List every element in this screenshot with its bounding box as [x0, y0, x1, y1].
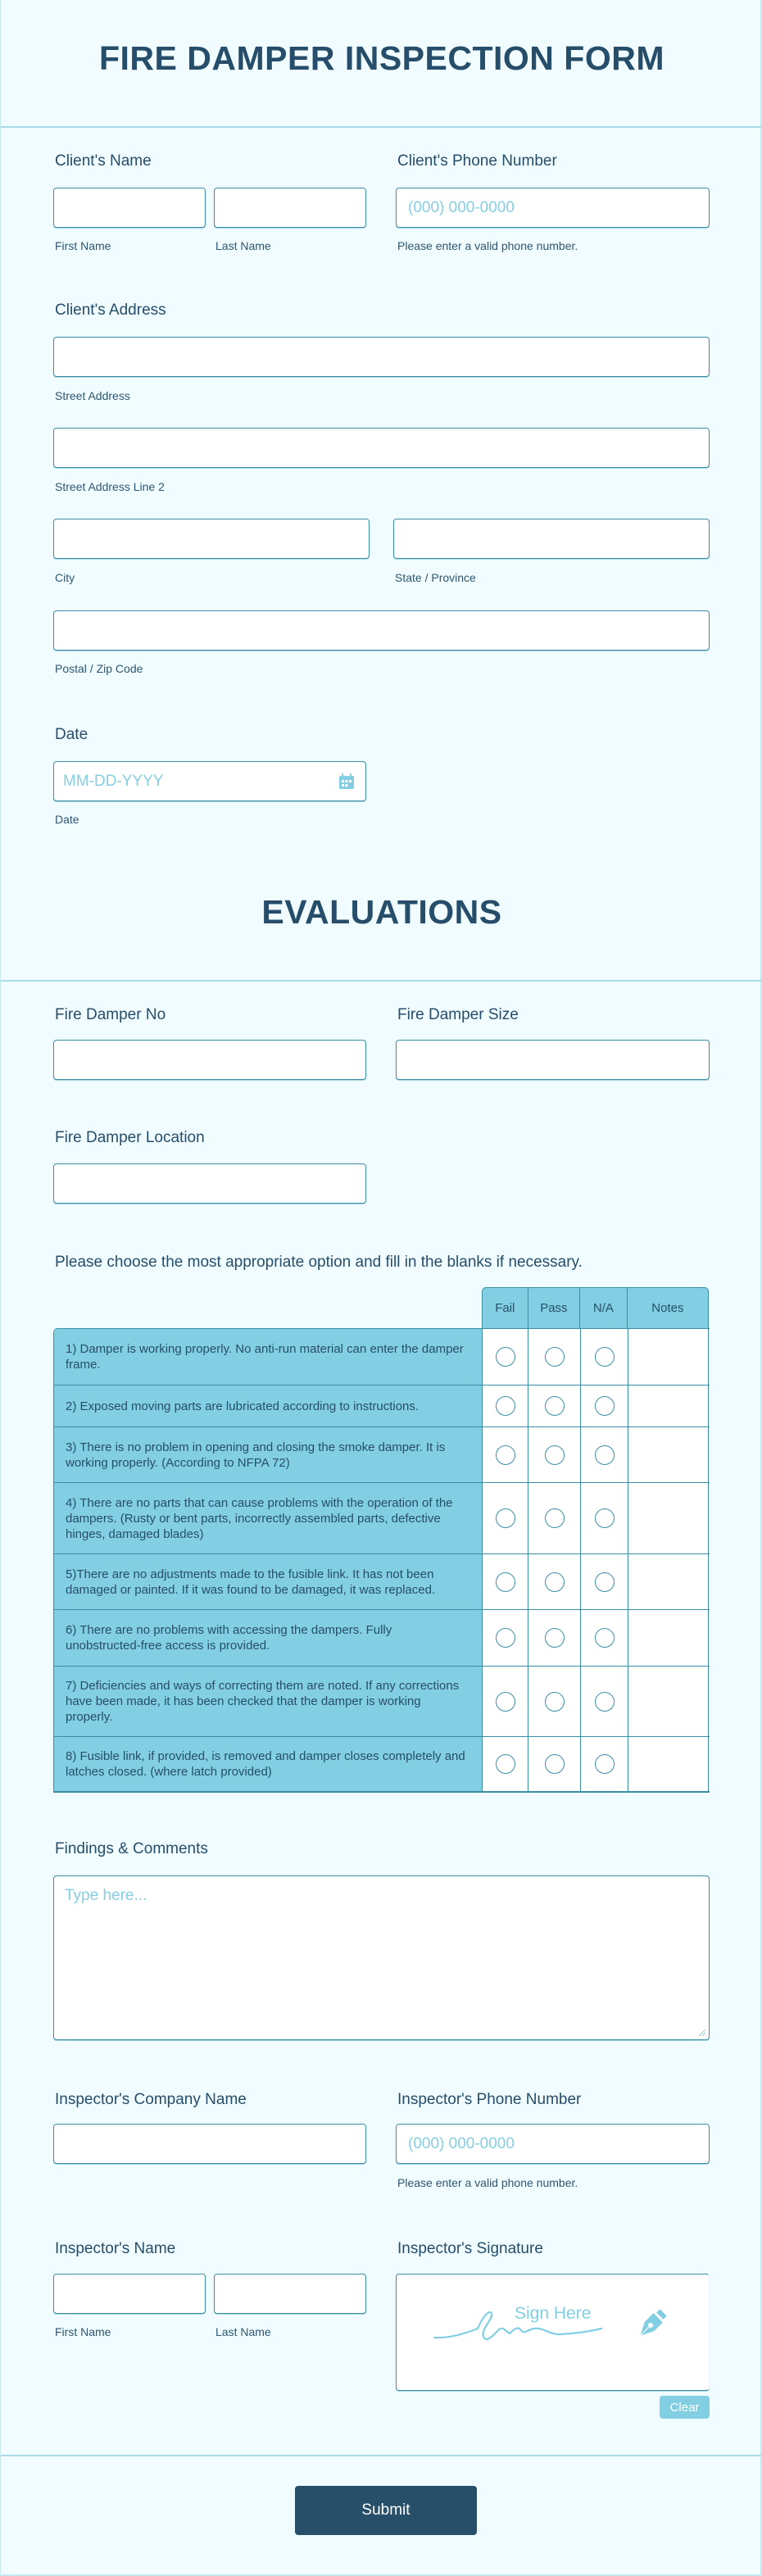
street-address-sublabel: Street Address: [55, 389, 130, 402]
signature-placeholder: Sign Here: [515, 2304, 592, 2323]
evaluations-divider: [1, 980, 761, 982]
radio-pass-8[interactable]: [545, 1754, 565, 1774]
client-first-name-input[interactable]: [53, 188, 206, 228]
radio-fail-3[interactable]: [496, 1445, 515, 1465]
col-pass: Pass: [528, 1288, 581, 1328]
col-fail: Fail: [483, 1288, 528, 1328]
matrix-row-3: [53, 1426, 710, 1482]
client-phone-input[interactable]: [396, 188, 710, 228]
matrix-row-5: [53, 1553, 710, 1609]
submit-button[interactable]: Submit: [295, 2486, 477, 2535]
radio-pass-6[interactable]: [545, 1628, 565, 1648]
date-input[interactable]: [53, 761, 366, 801]
inspector-first-name-sublabel: First Name: [55, 2325, 111, 2338]
notes-cell-1[interactable]: [628, 1329, 709, 1385]
col-na: N/A: [580, 1288, 628, 1328]
client-address-label: Client's Address: [55, 302, 166, 319]
notes-cell-5[interactable]: [628, 1554, 709, 1609]
notes-cell-3[interactable]: [628, 1427, 709, 1482]
radio-na-4[interactable]: [595, 1508, 615, 1528]
inspector-company-label: Inspector's Company Name: [55, 2091, 247, 2108]
radio-fail-2[interactable]: [496, 1396, 515, 1416]
row-question: 5)There are no adjustments made to the fusible link. It has not been damaged or painted. If it was found to be damaged, it was replaced.: [53, 1554, 482, 1609]
signature-scribble-icon: [433, 2307, 629, 2348]
client-phone-placeholder: (000) 000-0000: [408, 199, 515, 216]
col-notes: Notes: [651, 1301, 684, 1315]
street-address-input[interactable]: [53, 337, 710, 377]
radio-pass-5[interactable]: [545, 1572, 565, 1592]
findings-label: Findings & Comments: [55, 1840, 208, 1857]
inspector-last-name-input[interactable]: [214, 2274, 366, 2314]
damper-no-input[interactable]: [53, 1040, 366, 1080]
notes-cell-4[interactable]: [628, 1483, 709, 1553]
street-address-2-input[interactable]: [53, 428, 710, 468]
form-title: FIRE DAMPER INSPECTION FORM: [98, 39, 665, 77]
radio-fail-1[interactable]: [496, 1347, 515, 1367]
row-question: 8) Fusible link, if provided, is removed and damper closes completely and latches closed. (where latch provided): [53, 1737, 482, 1791]
inspector-name-label: Inspector's Name: [55, 2240, 176, 2257]
inspector-company-input[interactable]: [53, 2124, 366, 2164]
matrix-row-4: [53, 1482, 710, 1553]
matrix-instructions: Please choose the most appropriate option and fill in the blanks if necessary.: [55, 1254, 583, 1271]
damper-location-label: Fire Damper Location: [55, 1129, 205, 1146]
street-address-2-sublabel: Street Address Line 2: [55, 480, 165, 493]
row-question: 2) Exposed moving parts are lubricated according to instructions.: [53, 1386, 482, 1426]
notes-cell-8[interactable]: [628, 1737, 709, 1791]
last-name-sublabel: Last Name: [215, 239, 271, 252]
notes-cell-7[interactable]: [628, 1667, 709, 1736]
matrix-row-7: [53, 1666, 710, 1736]
radio-pass-4[interactable]: [545, 1508, 565, 1528]
inspector-first-name-input[interactable]: [53, 2274, 206, 2314]
radio-pass-2[interactable]: [545, 1396, 565, 1416]
radio-fail-5[interactable]: [496, 1572, 515, 1592]
inspector-phone-label: Inspector's Phone Number: [397, 2091, 582, 2108]
resize-handle-icon[interactable]: [699, 2030, 705, 2036]
inspector-phone-placeholder: (000) 000-0000: [408, 2135, 515, 2152]
radio-na-6[interactable]: [595, 1628, 615, 1648]
row-question: 1) Damper is working properly. No anti-run material can enter the damper frame.: [53, 1329, 482, 1385]
zip-input[interactable]: [53, 610, 710, 651]
inspector-last-name-sublabel: Last Name: [215, 2325, 271, 2338]
row-question: 6) There are no problems with accessing the dampers. Fully unobstructed-free access is provided.: [53, 1610, 482, 1666]
date-label: Date: [55, 726, 88, 743]
client-last-name-input[interactable]: [214, 188, 366, 228]
pen-nib-icon: [633, 2307, 669, 2343]
client-phone-label: Client's Phone Number: [397, 152, 557, 170]
row-question: 4) There are no parts that can cause problems with the operation of the dampers. (Rusty or bent parts, incorrectly assembled parts, defective hinges, damaged blades): [53, 1483, 482, 1553]
client-phone-sublabel: Please enter a valid phone number.: [397, 239, 578, 252]
date-sublabel: Date: [55, 813, 79, 826]
client-name-label: Client's Name: [55, 152, 152, 170]
radio-fail-7[interactable]: [496, 1692, 515, 1712]
radio-pass-3[interactable]: [545, 1445, 565, 1465]
clear-signature-button[interactable]: Clear: [660, 2396, 710, 2419]
radio-pass-1[interactable]: [545, 1347, 565, 1367]
header-divider: [1, 126, 761, 128]
damper-location-input[interactable]: [53, 1163, 366, 1204]
inspector-phone-input[interactable]: [396, 2124, 710, 2164]
row-question: 3) There is no problem in opening and closing the smoke damper. It is working properly. (According to NFPA 72): [53, 1427, 482, 1482]
notes-cell-2[interactable]: [628, 1386, 709, 1426]
radio-na-1[interactable]: [595, 1347, 615, 1367]
state-input[interactable]: [393, 519, 710, 559]
radio-na-3[interactable]: [595, 1445, 615, 1465]
radio-pass-7[interactable]: [545, 1692, 565, 1712]
matrix-bottom-border: [53, 1791, 710, 1793]
matrix-row-1: [53, 1328, 710, 1385]
matrix-row-8: [53, 1736, 710, 1791]
notes-cell-6[interactable]: [628, 1610, 709, 1666]
calendar-icon[interactable]: [339, 773, 354, 793]
city-input[interactable]: [53, 519, 370, 559]
signature-label: Inspector's Signature: [397, 2240, 543, 2257]
radio-fail-8[interactable]: [496, 1754, 515, 1774]
evaluations-title: EVALUATIONS: [261, 893, 502, 931]
damper-size-input[interactable]: [396, 1040, 710, 1080]
footer-divider: [1, 2455, 761, 2456]
row-question: 7) Deficiencies and ways of correcting them are noted. If any corrections have been made, it has been checked that the damper is working properly.: [53, 1667, 482, 1736]
date-placeholder: MM-DD-YYYY: [63, 773, 164, 790]
radio-na-8[interactable]: [595, 1754, 615, 1774]
findings-textarea[interactable]: [53, 1875, 710, 2040]
radio-fail-6[interactable]: [496, 1628, 515, 1648]
first-name-sublabel: First Name: [55, 239, 111, 252]
zip-sublabel: Postal / Zip Code: [55, 662, 143, 675]
matrix-header: [482, 1287, 709, 1328]
radio-fail-4[interactable]: [496, 1508, 515, 1528]
damper-size-label: Fire Damper Size: [397, 1006, 519, 1023]
damper-no-label: Fire Damper No: [55, 1006, 166, 1023]
radio-na-2[interactable]: [595, 1396, 615, 1416]
state-sublabel: State / Province: [395, 571, 476, 584]
city-sublabel: City: [55, 571, 75, 584]
matrix-row-6: [53, 1609, 710, 1666]
matrix-row-2: [53, 1385, 710, 1426]
radio-na-5[interactable]: [595, 1572, 615, 1592]
findings-placeholder: Type here...: [65, 1887, 147, 1904]
radio-na-7[interactable]: [595, 1692, 615, 1712]
inspector-phone-sublabel: Please enter a valid phone number.: [397, 2176, 578, 2189]
signature-pad[interactable]: [396, 2274, 710, 2391]
